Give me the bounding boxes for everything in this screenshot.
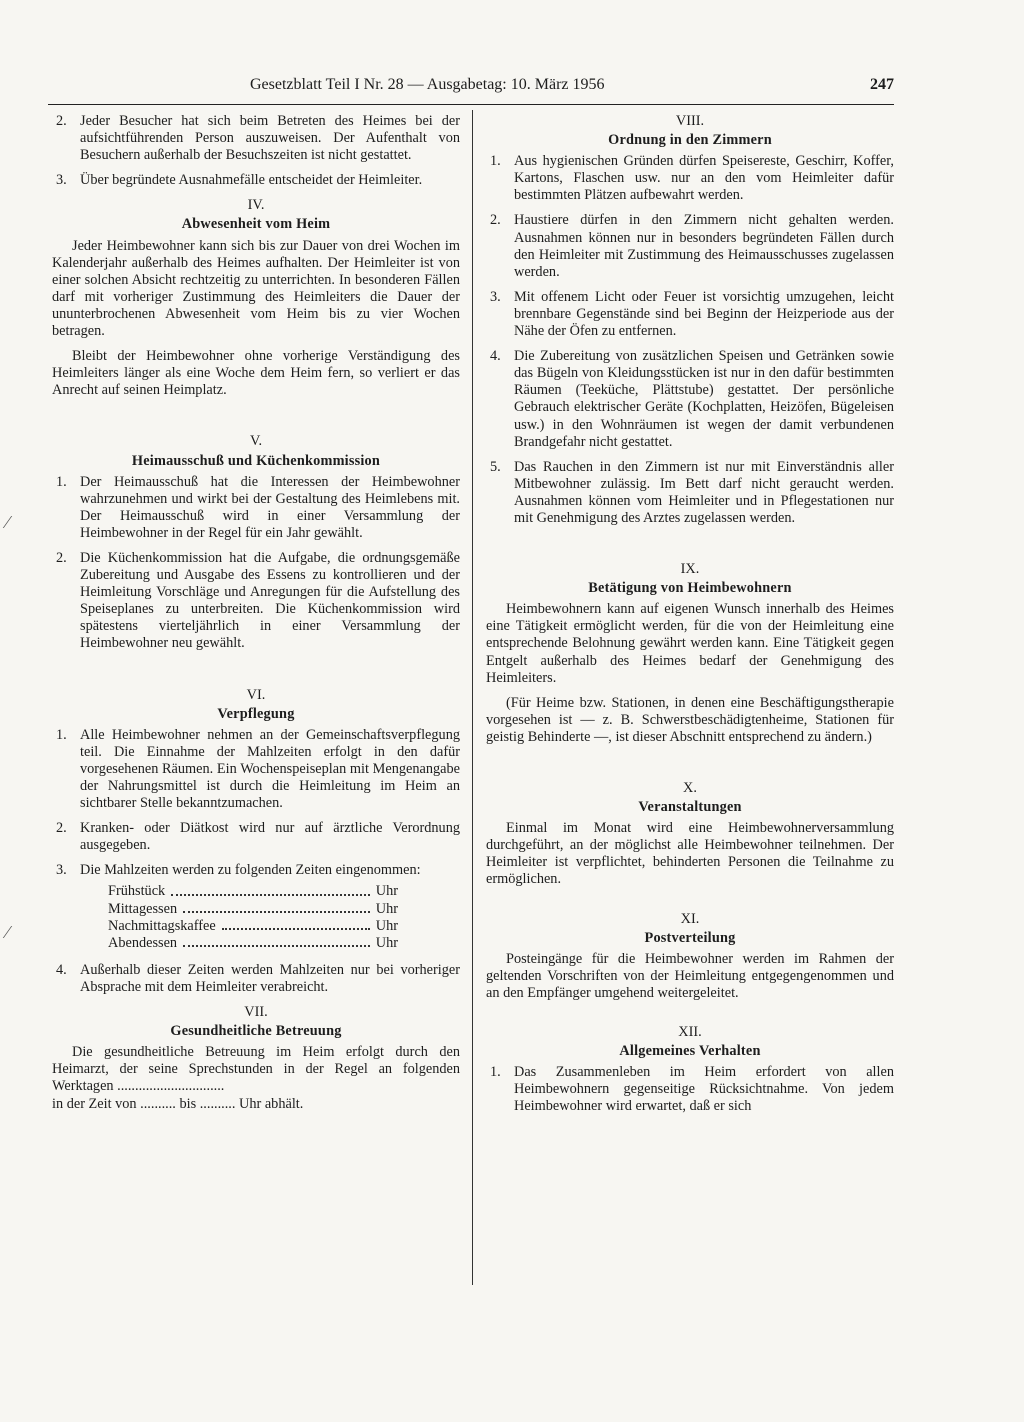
meal-unit: Uhr [375, 934, 398, 951]
item-text: Jeder Besucher hat sich beim Betreten des Heimes bei der aufsichtführenden Person auszuweisen. Der Aufenthalt von Besuchern außerhalb der Besuchszeiten ist nicht gestattet. [80, 113, 460, 164]
paragraph: Jeder Heimbewohner kann sich bis zur Dauer von drei Wochen im Kalenderjahr außerhalb des Heimes aufhalten. Der Heimleiter ist von einer solchen Absicht rechtzeitig zu unterrichten. In besonderen Fällen darf mit vorheriger Zustimmung des Heimleiters die Dauer der ununterbrochenen Abwesenheit vom Heim bis zu vier Wochen betragen. [52, 237, 460, 340]
section-title: Ordnung in den Zimmern [608, 132, 772, 149]
item-number: 1. [56, 726, 67, 743]
item-number: 1. [490, 153, 501, 170]
item-text: Das Rauchen in den Zimmern ist nur mit Einverständnis aller Mitbewohner zulässig. Im Bett darf nicht geraucht werden. Ausnahmen können vom Heimleiter und in Pflegestationen nur mit Genehmigung des Arztes zugelassen werden. [514, 458, 894, 526]
section-title: Heimausschuß und Küchenkommission [131, 452, 381, 469]
list-item [486, 1064, 894, 1115]
section-number: X. [683, 780, 697, 796]
section-number: XII. [678, 1024, 702, 1041]
item-number: 4. [490, 348, 501, 365]
section-number: V. [249, 433, 263, 450]
item-text: Das Zusammenleben im Heim erfordert von allen Heimbewohnern gegenseitige Rücksichtnahme. Von jedem Heimbewohner wird erwartet, daß er sich [514, 1064, 894, 1115]
item-number: 2. [56, 820, 67, 837]
paragraph: Einmal im Monat wird eine Heimbewohnerversammlung durchgeführt, an der möglichst alle Heimbewohner teilnehmen. Der Heimleiter ist verpflichtet, behinderten Personen die Teilnahme zu ermöglichen. [486, 820, 894, 888]
paragraph: (Für Heime bzw. Stationen, in denen eine Beschäftigungstherapie vorgesehen ist — z. B. Schwerstbeschädigtenheime, Stationen für geistig Behinderte —, ist dieser Abschnitt entsprechend zu ändern.) [486, 694, 894, 745]
list-item [52, 474, 460, 542]
list-item [486, 153, 894, 204]
section-number: IV. [247, 197, 265, 214]
dot-leader [222, 918, 370, 930]
list-item [52, 113, 460, 164]
header-title: Gesetzblatt Teil I Nr. 28 — Ausgabetag: 10. März 1956 [250, 76, 605, 93]
section-number: IX. [680, 561, 700, 578]
dot-leader [183, 935, 370, 947]
meal-unit: Uhr [375, 917, 398, 934]
paragraph: Die gesundheitliche Betreuung im Heim erfolgt durch den Heimarzt, der seine Sprechstunden in der Regel an folgenden Werktagen .............................. [52, 1044, 460, 1095]
item-number: 1. [490, 1064, 501, 1081]
list-item [486, 212, 894, 280]
section-title: Allgemeines Verhalten [619, 1043, 761, 1060]
item-text: Über begründete Ausnahmefälle entscheidet der Heimleiter. [80, 172, 423, 189]
list-item [52, 962, 460, 996]
item-text: Der Heimausschuß hat die Interessen der Heimbewohner wahrzunehmen und wirkt bei der Gestaltung des Heimlebens mit. Der Heimausschuß wird in einer Versammlung der Heimbewohner in der Regel für ein Jahr gewählt. [80, 473, 460, 541]
section-number: XI. [680, 910, 700, 927]
dot-leader [183, 901, 370, 913]
list-item [52, 862, 460, 879]
margin-mark: ⁄ [6, 512, 10, 532]
section-title: Veranstaltungen [638, 799, 742, 816]
item-number: 1. [56, 473, 67, 490]
section-number: VIII. [675, 113, 705, 129]
paragraph: Heimbewohnern kann auf eigenen Wunsch innerhalb des Heimes eine Tätigkeit ermöglicht werden, für die von der Heimleitung eine entsprechende Belohnung gewährt werden kann. Eine Tätigkeit gegen Entgelt außerhalb des Heimes bedarf der Genehmigung des Heimleiters. [486, 601, 894, 686]
column-divider [472, 110, 473, 1285]
meal-times-list [108, 883, 460, 951]
item-text: Die Zubereitung von zusätzlichen Speisen und Getränken sowie das Bügeln von Kleidungsstücken ist nur in den dafür bestimmten Räumen (Teeküche, Plättstube) gestattet. Der persönliche Gebrauch elektrischer Geräte (Kochplatten, Heizöfen, Bügeleisen usw.) in den Wohnräumen ist wegen der damit verbundenen Brandgefahr nicht gestattet. [514, 348, 894, 450]
section-title: Abwesenheit vom Heim [181, 216, 331, 233]
section-title: Postverteilung [644, 929, 736, 946]
meal-unit: Uhr [375, 900, 398, 917]
list-item [52, 727, 460, 812]
meal-row [108, 883, 398, 900]
paragraph: Bleibt der Heimbewohner ohne vorherige Verständigung des Heimleiters länger als eine Woche dem Heim fern, so verliert er das Anrecht auf seinen Heimplatz. [52, 348, 460, 399]
section-title: Verpflegung [217, 705, 295, 722]
meal-name: Abendessen [108, 934, 178, 951]
item-text: Aus hygienischen Gründen dürfen Speisereste, Geschirr, Koffer, Kartons, Flaschen usw. nur an den vom Heimleiter dafür bestimmten Plätzen aufbewahrt werden. [514, 153, 894, 204]
item-number: 2. [56, 113, 67, 129]
header-rule [48, 104, 894, 105]
left-column [52, 113, 460, 1113]
item-text: Mit offenem Licht oder Feuer ist vorsichtig umzugehen, leicht brennbare Gegenstände sind bei Beginn der Heizperiode aus der Nähe der Öfen zu entfernen. [514, 288, 894, 340]
item-number: 3. [490, 288, 501, 305]
item-number: 2. [56, 549, 67, 566]
section-number: VI. [246, 686, 266, 703]
list-item [52, 820, 460, 854]
meal-unit: Uhr [375, 883, 398, 900]
paragraph: in der Zeit von .......... bis .......... Uhr abhält. [52, 1095, 304, 1112]
section-title: Gesundheitliche Betreuung [170, 1023, 342, 1040]
dot-leader [171, 883, 370, 895]
meal-row [108, 935, 398, 952]
right-column [486, 113, 894, 1124]
item-text: Die Küchenkommission hat die Aufgabe, die ordnungsgemäße Zubereitung und Ausgabe des Essens zu kontrollieren und der Heimleitung Vorschläge und Anregungen für die Aufstellung des Speiseplanes zu unterbreiten. Die Küchenkommission wird spätestens vierteljährlich in einer Versammlung der Heimbewohner neu gewählt. [80, 549, 460, 652]
item-number: 2. [490, 212, 501, 229]
item-text: Kranken- oder Diätkost wird nur auf ärztliche Verordnung ausgegeben. [80, 820, 460, 854]
list-item [52, 172, 460, 189]
item-text: Haustiere dürfen in den Zimmern nicht gehalten werden. Ausnahmen können nur in besonders begründeten Fällen durch den Heimleiter mit Zustimmung des Heimausschusses zugelassen werden. [514, 212, 894, 280]
meal-row [108, 901, 398, 918]
section-number: VII. [244, 1004, 268, 1021]
list-item [486, 348, 894, 451]
page-number: 247 [870, 76, 894, 93]
meal-name: Frühstück [108, 883, 166, 900]
item-text: Außerhalb dieser Zeiten werden Mahlzeiten nur bei vorheriger Absprache mit dem Heimleiter verabreicht. [80, 961, 460, 995]
margin-mark: ⁄ [6, 922, 10, 942]
list-item [52, 550, 460, 653]
item-number: 3. [56, 172, 67, 189]
item-text: Alle Heimbewohner nehmen an der Gemeinschaftsverpflegung teil. Die Einnahme der Mahlzeiten erfolgt in den dafür vorgesehenen Räumen. Ein Wochenspeiseplan mit Mengenangabe der Nahrungsmittel ist durch die Heimleitung im Heim an sichtbarer Stelle bekanntzumachen. [80, 726, 460, 812]
meal-name: Nachmittagskaffee [108, 917, 216, 934]
section-title: Betätigung von Heimbewohnern [588, 580, 792, 597]
item-number: 4. [56, 961, 67, 978]
item-number: 3. [56, 862, 67, 879]
item-number: 5. [490, 458, 501, 475]
paragraph: Posteingänge für die Heimbewohner werden im Rahmen der geltenden Vorschriften von der Heimleitung entgegengenommen und an den Empfänger umgehend weitergeleitet. [486, 950, 894, 1001]
list-item [486, 459, 894, 527]
meal-row [108, 918, 398, 935]
list-item [486, 289, 894, 340]
meal-name: Mittagessen [108, 900, 178, 917]
item-text: Die Mahlzeiten werden zu folgenden Zeiten eingenommen: [80, 862, 421, 879]
